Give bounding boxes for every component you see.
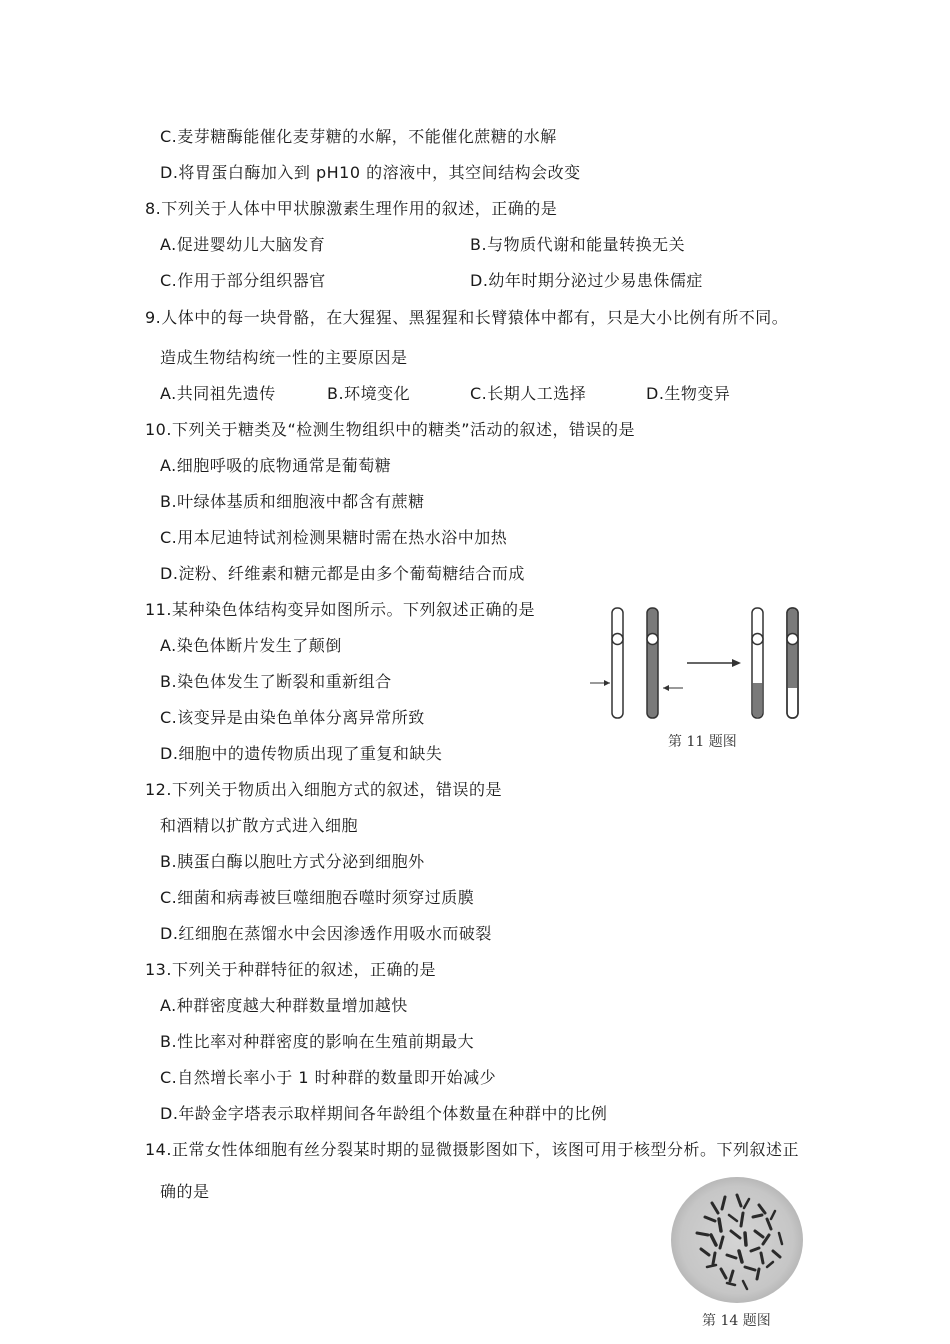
q12-option-c: C.细菌和病毒被巨噬细胞吞噬时须穿过质膜 [160,888,475,907]
figure-14-micrograph [667,1175,807,1305]
break-arrow-left [663,685,669,691]
question-11: 11.某种染色体结构变异如图所示。下列叙述正确的是 [145,600,535,619]
chromosome-white-left [612,608,623,718]
question-12: 12.下列关于物质出入细胞方式的叙述，错误的是 [145,780,502,799]
q8-option-a: A.促进婴幼儿大脑发育 [160,235,326,254]
figure-14-caption: 第 14 题图 [702,1313,771,1329]
q10-option-a: A.细胞呼吸的底物通常是葡萄糖 [160,456,392,475]
q8-option-d: D.幼年时期分泌过少易患侏儒症 [470,271,703,290]
q12-option-d: D.红细胞在蒸馏水中会因渗透作用吸水而破裂 [160,924,492,943]
q11-option-d: D.细胞中的遗传物质出现了重复和缺失 [160,744,443,763]
q12-option-b: B.胰蛋白酶以胞吐方式分泌到细胞外 [160,852,425,871]
q12-option-a-cont: 和酒精以扩散方式进入细胞 [160,816,359,835]
q13-option-b: B.性比率对种群密度的影响在生殖前期最大 [160,1032,475,1051]
q11-option-c: C.该变异是由染色单体分离异常所致 [160,708,425,727]
question-13: 13.下列关于种群特征的叙述，正确的是 [145,960,436,979]
question-9: 9.人体中的每一块骨骼，在大猩猩、黑猩猩和长臂猿体中都有，只是大小比例有所不同。 [145,308,789,327]
q9-option-a: A.共同祖先遗传 [160,384,276,403]
transform-arrow [732,659,741,667]
question-9-cont: 造成生物结构统一性的主要原因是 [160,348,408,367]
q13-option-d: D.年龄金字塔表示取样期间各年龄组个体数量在种群中的比例 [160,1104,608,1123]
q9-option-b: B.环境变化 [327,384,411,403]
q9-option-d: D.生物变异 [646,384,731,403]
centromere-grey-left [647,634,658,645]
q10-option-c: C.用本尼迪特试剂检测果糖时需在热水浴中加热 [160,528,508,547]
break-arrow-right [604,680,610,686]
question-14: 14.正常女性体细胞有丝分裂某时期的显微摄影图如下，该图可用于核型分析。下列叙述正 [145,1140,799,1159]
q8-option-c: C.作用于部分组织器官 [160,271,326,290]
q10-option-d: D.淀粉、纤维素和糖元都是由多个葡萄糖结合而成 [160,564,525,583]
question-8: 8.下列关于人体中甲状腺激素生理作用的叙述，正确的是 [145,199,558,218]
q13-option-c: C.自然增长率小于 1 时种群的数量即开始减少 [160,1068,497,1087]
chromosome-grey-left [647,608,658,718]
option-c-q7: C.麦芽糖酶能催化麦芽糖的水解，不能催化蔗糖的水解 [160,127,557,146]
q10-option-b: B.叶绿体基质和细胞液中都含有蔗糖 [160,492,425,511]
q11-option-b: B.染色体发生了断裂和重新组合 [160,672,392,691]
question-10: 10.下列关于糖类及“检测生物组织中的糖类”活动的叙述，错误的是 [145,420,636,439]
q13-option-a: A.种群密度越大种群数量增加越快 [160,996,408,1015]
q8-option-b: B.与物质代谢和能量转换无关 [470,235,686,254]
figure-11-caption: 第 11 题图 [668,734,737,750]
centromere-white-left [612,634,623,645]
question-14-cont: 确的是 [160,1182,210,1201]
option-d-q7: D.将胃蛋白酶加入到 pH10 的溶液中，其空间结构会改变 [160,163,581,182]
q11-option-a: A.染色体断片发生了颠倒 [160,636,342,655]
q9-option-c: C.长期人工选择 [470,384,587,403]
figure-11-diagram [585,605,815,735]
